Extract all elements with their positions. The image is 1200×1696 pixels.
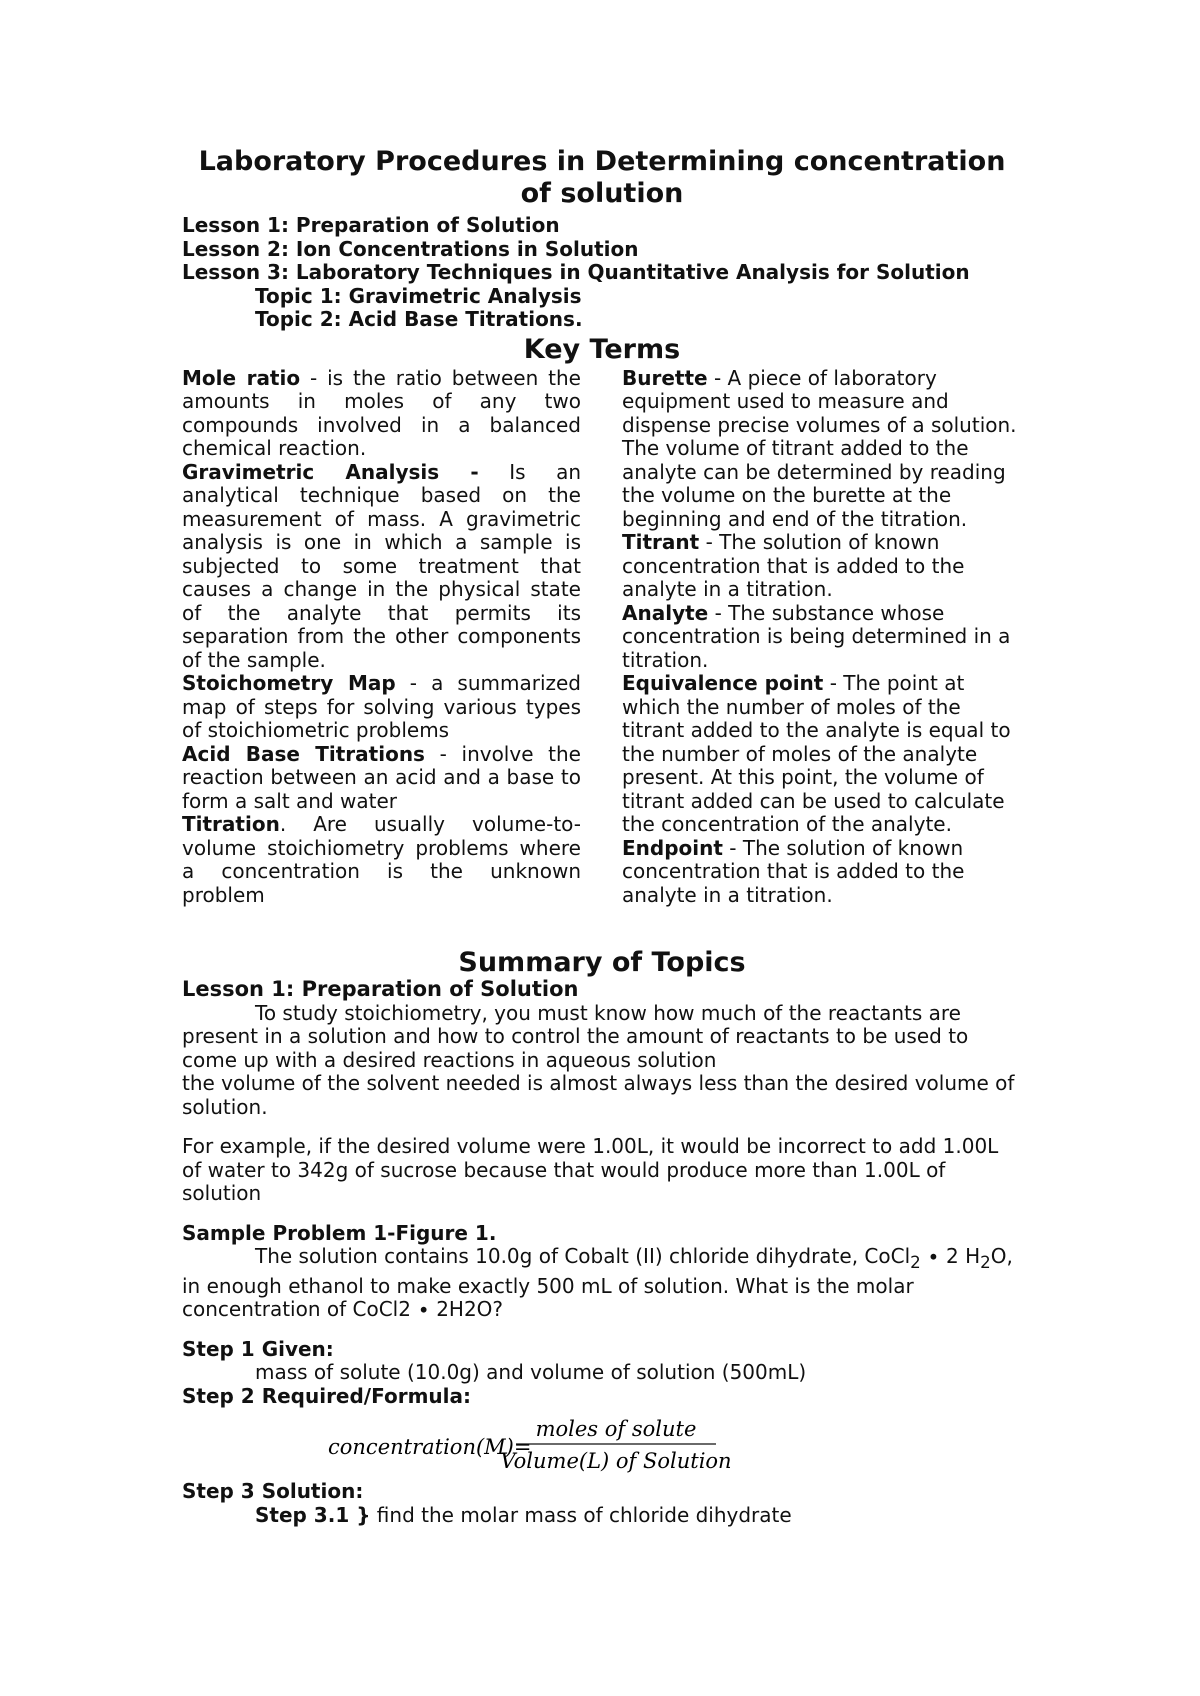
subscript: 2 <box>910 1253 921 1272</box>
subscript: 2 <box>980 1253 991 1272</box>
term-analyte <box>622 602 1022 673</box>
term-definition: Is an analytical technique based on the measurement of mass. A gravimetric analysis is one in which a sample is subjected to some treatment that causes a change in the physical state of the analyte that permits its separation from the other components of the sample. <box>182 459 582 672</box>
term-acid-base-titrations <box>182 743 581 814</box>
term-equivalence-point <box>622 672 1022 837</box>
key-terms-left-column <box>182 367 581 908</box>
term-label: Stoichometry Map <box>182 671 396 695</box>
term-label: Gravimetric Analysis - <box>182 459 479 484</box>
term-label: Acid Base Titrations <box>182 741 425 766</box>
lesson-2-link: Lesson 2: Ion Concentrations in Solution <box>182 236 639 261</box>
document-title: Laboratory Procedures in Determining concentration of solution <box>198 146 1006 209</box>
term-definition: - involve the reaction between an acid and a base to form a salt and water <box>182 741 581 813</box>
term-titration <box>182 813 581 907</box>
sample-problem-heading: Sample Problem 1-Figure 1. <box>182 1220 497 1245</box>
term-label: Mole ratio <box>182 365 301 390</box>
formula-denominator: Volume(L) of Solution <box>500 1449 732 1473</box>
key-terms-right-column <box>622 367 1022 908</box>
summary-paragraph-3: For example, if the desired volume were 1.00L, it would be incorrect to add 1.00L of water to 342g of sucrose because that would produce more than 1.00L of solution <box>182 1134 999 1205</box>
key-terms-columns <box>182 367 1022 908</box>
term-label: Titrant <box>622 530 700 554</box>
term-label: Burette <box>622 365 708 390</box>
concentration-formula <box>328 1414 1022 1476</box>
lesson-1-link: Lesson 1: Preparation of Solution <box>182 213 560 237</box>
lesson-3-link: Lesson 3: Laboratory Techniques in Quantitative Analysis for Solution <box>182 260 970 284</box>
sample-text-part: The solution contains 10.0g of Cobalt (II) chloride dihydrate, CoCl <box>255 1244 911 1268</box>
step-1-label: Step 1 Given: <box>182 1336 334 1361</box>
term-definition: - The substance whose concentration is being determined in a titration. <box>622 600 1011 672</box>
summary-lesson-1-heading: Lesson 1: Preparation of Solution <box>182 977 579 1001</box>
term-definition: - is the ratio between the amounts in moles of any two compounds involved in a balanced chemical reaction. <box>182 365 581 460</box>
step-3-1-label: Step 3.1 } <box>255 1502 371 1527</box>
document-page <box>182 146 1022 1527</box>
term-titrant <box>622 531 1022 602</box>
term-gravimetric-analysis <box>182 461 581 673</box>
term-mole-ratio <box>182 367 581 461</box>
step-3-1 <box>255 1504 1022 1528</box>
term-definition: - The solution of known concentration that is added to the analyte in a titration. <box>622 835 965 907</box>
formula-graphic <box>328 1414 768 1476</box>
formula-lhs: concentration(M)= <box>328 1435 532 1459</box>
term-label: Titration <box>182 812 280 836</box>
topic-1: Topic 1: Gravimetric Analysis <box>255 283 582 308</box>
summary-paragraph-1: To study stoichiometry, you must know how much of the reactants are present in a solution and how to control the amount of reactants to be used to come up with a desired reactions in aqueous solution <box>182 1000 969 1072</box>
term-definition: - The solution of known concentration that is added to the analyte in a titration. <box>622 530 965 601</box>
step-2-label: Step 2 Required/Formula: <box>182 1383 471 1408</box>
sample-problem-text <box>182 1245 1022 1322</box>
summary-heading: Summary of Topics <box>458 947 746 978</box>
term-definition: - a summarized map of steps for solving various types of stoichiometric problems <box>182 671 582 742</box>
sample-text-part: ∙ 2 H <box>920 1244 981 1268</box>
step-3-1-text: find the molar mass of chloride dihydrate <box>370 1502 792 1527</box>
term-definition: . Are usually volume-to-volume stoichiometry problems where a concentration is the unknown problem <box>182 812 581 907</box>
topic-2: Topic 2: Acid Base Titrations. <box>255 307 583 331</box>
term-burette <box>622 367 1022 532</box>
summary-paragraph-2: the volume of the solvent needed is almost always less than the desired volume of solution. <box>182 1071 1015 1119</box>
key-terms-heading: Key Terms <box>523 333 681 365</box>
term-label: Endpoint <box>622 835 723 860</box>
term-definition: - The point at which the number of moles of the titrant added to the analyte is equal to the number of moles of the analyte present. At this point, the volume of titrant added can be used to calculate the concentration of the analyte. <box>622 671 1011 836</box>
step-3-label: Step 3 Solution: <box>182 1479 364 1503</box>
term-endpoint <box>622 837 1022 908</box>
formula-numerator: moles of solute <box>535 1417 697 1441</box>
step-1-text: mass of solute (10.0g) and volume of solution (500mL) <box>255 1360 807 1384</box>
term-definition: - A piece of laboratory equipment used to measure and dispense precise volumes of a solution. The volume of titrant added to the analyte can be determined by reading the volume on the burette at the beginning and end of the titration. <box>622 365 1017 531</box>
term-label: Equivalence point <box>622 671 824 695</box>
sample-text-part: O, in enough ethanol to make exactly 500 mL of solution. What is the molar concentration of CoCl2 ∙ 2H2O? <box>182 1244 1013 1321</box>
term-label: Analyte <box>622 600 709 625</box>
term-stoichometry-map <box>182 672 581 743</box>
